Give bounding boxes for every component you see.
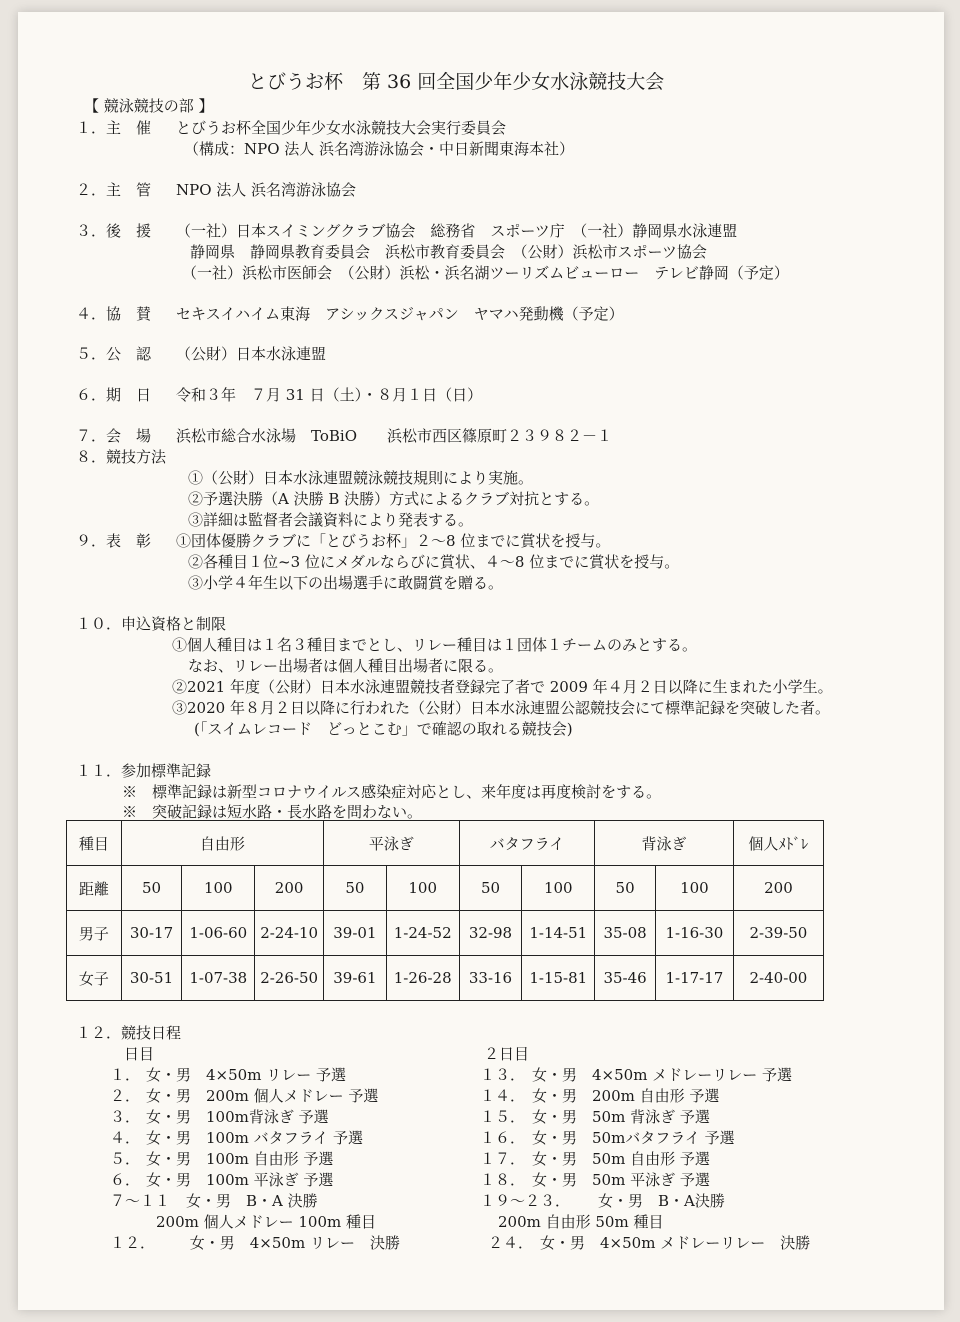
table-cell: 35-08 (595, 911, 656, 956)
table-cell: 30-17 (121, 911, 182, 956)
venue-label: ７．会 場 (76, 427, 152, 445)
venue-text: 浜松市総合水泳場 ToBiO 浜松市西区篠原町２３９８２－１ (176, 427, 612, 445)
list-item: 200m 個人メドレー 100m 種目 (156, 1213, 377, 1231)
row-label-distance: 距離 (67, 866, 122, 911)
day1-schedule-list (110, 1066, 400, 1255)
official-label: ５．公 認 (76, 345, 152, 363)
method-item-3: ③詳細は監督者会議資料により発表する。 (188, 511, 474, 529)
award-item-2: ②各種目１位~3 位にメダルならびに賞状、４～8 位までに賞状を授与。 (188, 553, 680, 571)
table-row-female (67, 956, 824, 1001)
date-line (76, 386, 482, 405)
manage-label: ２．主 管 (76, 181, 152, 199)
table-cell: 32-98 (459, 911, 522, 956)
date-text: 令和３年 ７月 31 日（土）・８月１日（日） (176, 386, 483, 404)
list-item: １５． 女・男 50m 背泳ぎ 予選 (480, 1108, 710, 1126)
table-row-male (67, 911, 824, 956)
document-title: とびうお杯 第 36 回全国少年少女水泳競技大会 (248, 71, 665, 93)
list-item: １３． 女・男 4×50m メドレーリレー 予選 (480, 1066, 792, 1084)
qualification-label: １０．申込資格と制限 (76, 615, 227, 633)
table-cell: 1-06-60 (182, 911, 255, 956)
list-item: １８． 女・男 50m 平泳ぎ 予選 (480, 1171, 710, 1189)
day2-schedule-list (480, 1066, 810, 1255)
qualification-item-3: ③2020 年８月２日以降に行われた（公財）日本水泳連盟公認競技会にて標準記録を突破した者。 (172, 699, 830, 717)
list-item: ２． 女・男 200m 個人メドレー 予選 (110, 1087, 379, 1105)
table-cell: 50 (324, 866, 387, 911)
table-cell: 1-26-28 (386, 956, 459, 1001)
list-item: １７． 女・男 50m 自由形 予選 (480, 1150, 710, 1168)
header-breaststroke: 平泳ぎ (324, 821, 460, 866)
method-label: ８．競技方法 (76, 448, 167, 466)
table-cell: 30-51 (121, 956, 182, 1001)
table-cell: 100 (522, 866, 595, 911)
day2-label: ２日目 (484, 1045, 530, 1063)
award-label: ９．表 彰 (76, 532, 152, 550)
list-item: １． 女・男 4×50m リレー 予選 (110, 1066, 346, 1084)
list-item: ２４． 女・男 4×50m メドレーリレー 決勝 (488, 1234, 811, 1252)
list-item: ５． 女・男 100m 自由形 予選 (110, 1150, 334, 1168)
table-cell: 1-14-51 (522, 911, 595, 956)
list-item: ７～１１ 女・男 B・A 決勝 (110, 1192, 318, 1210)
list-item: １２． 女・男 4×50m リレー 決勝 (110, 1234, 400, 1252)
award-item-1: ①団体優勝クラブに「とびうお杯」２～8 位までに賞状を授与。 (176, 532, 611, 550)
table-cell: 39-61 (324, 956, 387, 1001)
table-cell: 50 (459, 866, 522, 911)
header-butterfly: バタフライ (459, 821, 595, 866)
list-item: １９～２３． 女・男 B・A決勝 (480, 1192, 725, 1210)
list-item: 200m 自由形 50m 種目 (498, 1213, 664, 1231)
header-im: 個人ﾒﾄﾞﾚ (733, 821, 823, 866)
sponsor-text: セキスイハイム東海 アシックスジャパン ヤマハ発動機（予定） (176, 305, 624, 323)
table-cell: 2-39-50 (733, 911, 823, 956)
list-item: ３． 女・男 100m背泳ぎ 予選 (110, 1108, 329, 1126)
table-cell: 100 (655, 866, 733, 911)
award-item-3: ③小学４年生以下の出場選手に敢闘賞を贈る。 (188, 574, 504, 592)
table-cell: 2-40-00 (733, 956, 823, 1001)
table-cell: 39-01 (324, 911, 387, 956)
table-row-distance (67, 866, 824, 911)
award-line (76, 532, 610, 551)
header-event: 種目 (67, 821, 122, 866)
list-item: ６． 女・男 100m 平泳ぎ 予選 (110, 1171, 334, 1189)
official-line (76, 345, 326, 364)
qualification-item-3b: (「スイムレコード どっとこむ」で確認の取れる競技会) (194, 720, 573, 738)
manage-text: NPO 法人 浜名湾游泳協会 (176, 181, 357, 199)
schedule-label: １２．競技日程 (76, 1024, 182, 1042)
table-cell: 1-16-30 (655, 911, 733, 956)
support-label: ３．後 援 (76, 222, 152, 240)
standard-note-1: ※ 標準記録は新型コロナウイルス感染症対応とし、来年度は再度検討をする。 (122, 783, 662, 801)
section-heading: 【 競泳競技の部 】 (84, 97, 214, 115)
table-cell: 200 (255, 866, 324, 911)
table-cell: 33-16 (459, 956, 522, 1001)
qualification-item-1b: なお、リレー出場者は個人種目出場者に限る。 (188, 657, 504, 675)
qualification-item-2: ②2021 年度（公財）日本水泳連盟競技者登録完了者で 2009 年４月２日以降に生まれた小学生。 (172, 678, 833, 696)
document-page (18, 12, 944, 1310)
row-label-male: 男子 (67, 911, 122, 956)
table-cell: 100 (386, 866, 459, 911)
table-cell: 1-17-17 (655, 956, 733, 1001)
host-text: とびうお杯全国少年少女水泳競技大会実行委員会 (176, 119, 507, 137)
support-text-1: （一社）日本スイミングクラブ協会 総務省 スポーツ庁 （一社）静岡県水泳連盟 (176, 222, 738, 240)
sponsor-line (76, 305, 624, 324)
qualification-item-1: ①個人種目は１名３種目までとし、リレー種目は１団体１チームのみとする。 (172, 636, 698, 654)
header-backstroke: 背泳ぎ (595, 821, 734, 866)
list-item: ４． 女・男 100m バタフライ 予選 (110, 1129, 363, 1147)
table-cell: 50 (595, 866, 656, 911)
support-text-3: （一社）浜松市医師会 （公財）浜松・浜名湖ツーリズムビューロー テレビ静岡（予定） (182, 264, 789, 282)
standard-record-label: １１．参加標準記録 (76, 762, 212, 780)
host-line (76, 119, 506, 138)
manage-line (76, 181, 356, 200)
header-freestyle: 自由形 (121, 821, 323, 866)
standard-note-2: ※ 突破記録は短水路・長水路を問わない。 (122, 803, 423, 821)
support-text-2: 静岡県 静岡県教育委員会 浜松市教育委員会 （公財）浜松市スポーツ協会 (190, 243, 707, 261)
table-cell: 200 (733, 866, 823, 911)
table-cell: 100 (182, 866, 255, 911)
official-text: （公財）日本水泳連盟 (176, 345, 327, 363)
method-item-1: ①（公財）日本水泳連盟競泳競技規則により実施。 (188, 469, 534, 487)
method-item-2: ②予選決勝（A 決勝 B 決勝）方式によるクラブ対抗とする。 (188, 490, 600, 508)
list-item: １６． 女・男 50mバタフライ 予選 (480, 1129, 735, 1147)
day1-label: 日目 (124, 1045, 155, 1063)
host-sub: （構成：NPO 法人 浜名湾游泳協会・中日新聞東海本社） (184, 140, 575, 158)
sponsor-label: ４．協 賛 (76, 305, 152, 323)
host-label: １．主 催 (76, 119, 152, 137)
support-line (76, 222, 737, 241)
date-label: ６．期 日 (76, 386, 152, 404)
table-cell: 1-07-38 (182, 956, 255, 1001)
table-cell: 35-46 (595, 956, 656, 1001)
standard-record-table (66, 820, 824, 1001)
table-cell: 2-26-50 (255, 956, 324, 1001)
list-item: １４． 女・男 200m 自由形 予選 (480, 1087, 720, 1105)
row-label-female: 女子 (67, 956, 122, 1001)
table-cell: 1-15-81 (522, 956, 595, 1001)
table-header-row (67, 821, 824, 866)
table-cell: 2-24-10 (255, 911, 324, 956)
venue-line (76, 427, 612, 446)
table-cell: 1-24-52 (386, 911, 459, 956)
table-cell: 50 (121, 866, 182, 911)
